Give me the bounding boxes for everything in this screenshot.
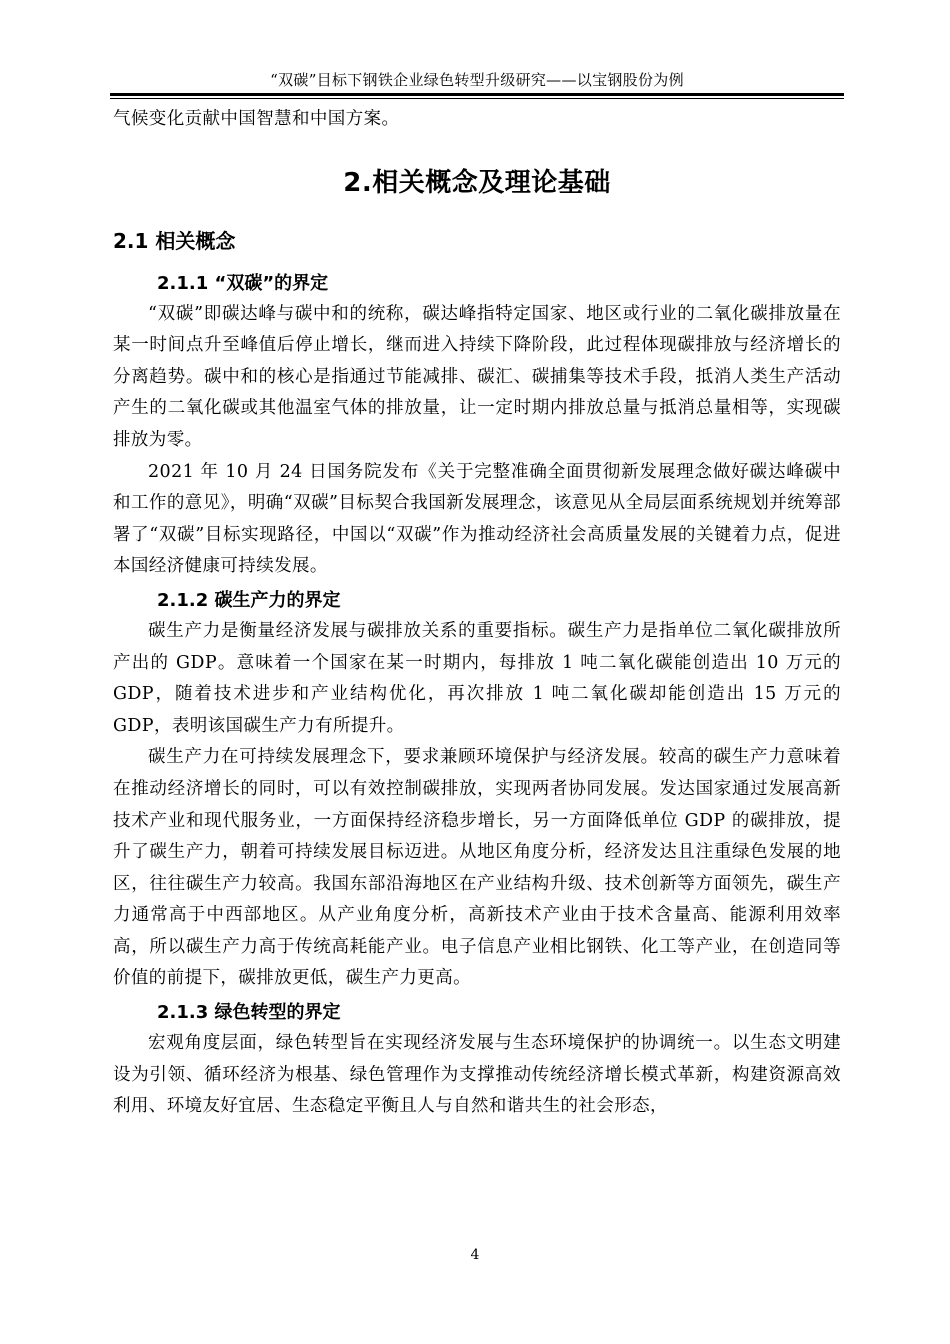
header-rule: [110, 93, 844, 96]
paragraph-green-transition-definition: 宏观角度层面，绿色转型旨在实现经济发展与生态环境保护的协调统一。以生态文明建设为引领、循环经济为根基、绿色管理作为支撑推动传统经济增长模式革新，构建资源高效利用、环境友好宜居、生态稳定平衡且人与自然和谐共生的社会形态，: [113, 1033, 841, 1117]
paragraph-carbon-productivity-definition: 碳生产力是衡量经济发展与碳排放关系的重要指标。碳生产力是指单位二氧化碳排放所产出的 GDP。意味着一个国家在某一时期内，每排放 1 吨二氧化碳能创造出 10 万元的 GDP，随着技术进步和产业结构优化，再次排放 1 吨二氧化碳却能创造出 15 万元的 GDP，表明该国碳生产力有所提升。: [113, 620, 841, 736]
subsection-title-dual-carbon: 2.1.1 “双碳”的界定: [157, 272, 329, 294]
subsection-title-green-transition: 2.1.3 绿色转型的界定: [157, 1002, 341, 1024]
running-header: “双碳”目标下钢铁企业绿色转型升级研究——以宝钢股份为例: [270, 71, 684, 89]
section-title: 2.1 相关概念: [113, 228, 236, 253]
page-content: [113, 104, 841, 1123]
carryover-paragraph: 气候变化贡献中国智慧和中国方案。: [113, 109, 400, 129]
page-number: 4: [470, 1247, 480, 1263]
subsection-title-carbon-productivity: 2.1.2 碳生产力的界定: [157, 589, 341, 611]
chapter-title: 2.相关概念及理论基础: [343, 167, 611, 198]
paragraph-dual-carbon-policy: 2021 年 10 月 24 日国务院发布《关于完整准确全面贯彻新发展理念做好碳达峰碳中和工作的意见》，明确“双碳”目标契合我国新发展理念，该意见从全局层面系统规划并统筹部署了“双碳”目标实现路径，中国以“双碳”作为推动经济社会高质量发展的关键着力点，促进本国经济健康可持续发展。: [113, 461, 841, 577]
paragraph-carbon-productivity-analysis: 碳生产力在可持续发展理念下，要求兼顾环境保护与经济发展。较高的碳生产力意味着在推动经济增长的同时，可以有效控制碳排放，实现两者协同发展。发达国家通过发展高新技术产业和现代服务业，一方面保持经济稳步增长，另一方面降低单位 GDP 的碳排放，提升了碳生产力，朝着可持续发展目标迈进。从地区角度分析，经济发达且注重绿色发展的地区，往往碳生产力较高。我国东部沿海地区在产业结构升级、技术创新等方面领先，碳生产力通常高于中西部地区。从产业角度分析，高新技术产业由于技术含量高、能源利用效率高，所以碳生产力高于传统高耗能产业。电子信息产业相比钢铁、化工等产业，在创造同等价值的前提下，碳排放更低，碳生产力更高。: [113, 747, 841, 989]
header-rule-thin: [110, 98, 844, 99]
paragraph-dual-carbon-definition: “双碳”即碳达峰与碳中和的统称，碳达峰指特定国家、地区或行业的二氧化碳排放量在某一时间点升至峰值后停止增长，继而进入持续下降阶段，此过程体现碳排放与经济增长的分离趋势。碳中和的核心是指通过节能减排、碳汇、碳捕集等技术手段，抵消人类生产活动产生的二氧化碳或其他温室气体的排放量，让一定时期内排放总量与抵消总量相等，实现碳排放为零。: [113, 303, 841, 450]
